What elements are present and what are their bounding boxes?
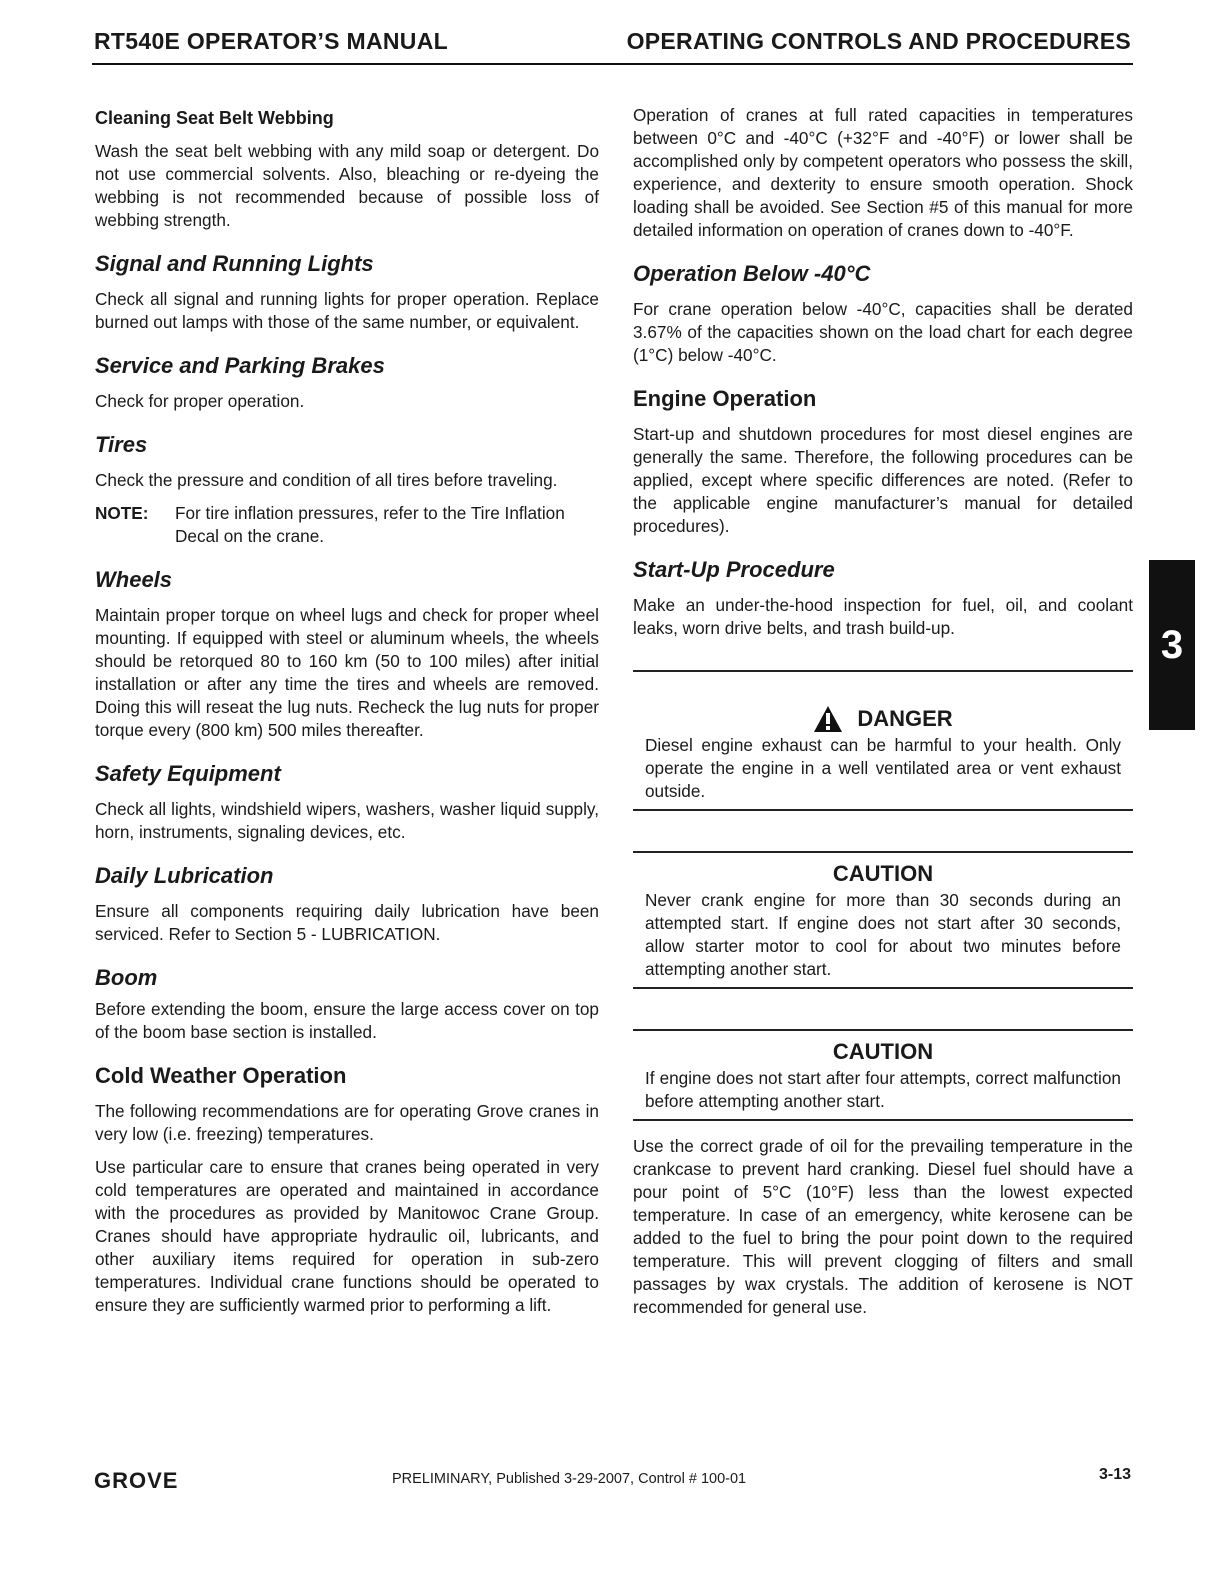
section-heading: Engine Operation [633,386,817,411]
manual-title: RT540E OPERATOR’S MANUAL [94,28,448,54]
chapter-title: OPERATING CONTROLS AND PROCEDURES [626,28,1131,54]
caution-text: If engine does not start after four attempts, correct malfunction before attempting another start. [645,1068,1121,1111]
danger-text: Diesel engine exhaust can be harmful to your health. Only operate the engine in a well ventilated area or vent exhaust outside. [645,735,1121,801]
section-body: Make an under-the-hood inspection for fuel, oil, and coolant leaks, worn drive belts, and trash build-up. [633,595,1133,638]
section-body: The following recommendations are for operating Grove cranes in very low (i.e. freezing) temperatures. [95,1101,599,1144]
closing-paragraph: Use the correct grade of oil for the prevailing temperature in the crankcase to prevent hard cranking. Diesel fuel should have a pour point of 5°C (10°F) less than the lowest expected temperature. In case of an emergency, white kerosene can be added to the fuel to bring the pour point down to the required temperature. This will prevent clogging of filters and small passages by wax crystals. The addition of kerosene is NOT recommended for general use. [633,1136,1133,1317]
section-heading: Tires [95,432,148,457]
section-body: Check for proper operation. [95,391,305,411]
section-body: Check all lights, windshield wipers, washers, washer liquid supply, horn, instruments, signaling devices, etc. [95,799,599,842]
section-heading: Wheels [95,567,173,592]
caution-box [633,851,1133,989]
section-body: Ensure all components requiring daily lubrication have been serviced. Refer to Section 5 - LUBRICATION. [95,901,599,944]
section-body: For crane operation below -40°C, capacities shall be derated 3.67% of the capacities shown on the load chart for each degree (1°C) below -40°C. [633,299,1133,365]
section-heading: Start-Up Procedure [633,557,835,582]
note [95,502,599,548]
caution-heading: CAUTION [832,861,934,886]
danger-label: DANGER [857,706,953,731]
right-column [633,100,1133,1319]
section-heading: Safety Equipment [95,761,281,786]
brand-logo: GROVE [94,1468,179,1493]
section-tab: 3 [1149,560,1195,730]
danger-heading [645,704,1121,734]
section-body: Before extending the boom, ensure the large access cover on top of the boom base section is installed. [95,999,599,1042]
section-body: Start-up and shutdown procedures for most diesel engines are generally the same. Therefore, the following procedures can be applied, except where specific differences are noted. (Refer to the applicable engine manufacturer’s manual for detailed procedures). [633,424,1133,536]
section-body: Wash the seat belt webbing with any mild soap or detergent. Do not use commercial solvents. Also, bleaching or re-dyeing the webbing is not recommended because of possible loss of webbing strength. [95,141,599,230]
section-heading: Boom [95,965,158,990]
section-heading: Cleaning Seat Belt Webbing [95,108,334,128]
section-body: Use particular care to ensure that cranes being operated in very cold temperatures are operated and maintained in accordance with the procedures as provided by Manitowoc Crane Group. Cranes should have appropriate hydraulic oil, lubricants, and other auxiliary items required for operation in sub-zero temperatures. Individual crane functions should be operated to ensure they are sufficiently warmed prior to performing a lift. [95,1157,599,1315]
section-body: Check the pressure and condition of all tires before traveling. [95,470,558,490]
section-heading: Cold Weather Operation [95,1063,347,1088]
left-column [95,100,599,1317]
warning-triangle-icon [813,705,843,733]
header-divider [92,63,1133,65]
danger-box [633,670,1133,811]
publication-info: PRELIMINARY, Published 3-29-2007, Control # 100-01 [392,1471,747,1487]
section-heading: Operation Below -40°C [633,261,871,286]
section-body: Check all signal and running lights for proper operation. Replace burned out lamps with those of the same number, or equivalent. [95,289,599,332]
section-heading: Daily Lubrication [95,863,274,888]
caution-heading: CAUTION [832,1039,934,1064]
intro-paragraph: Operation of cranes at full rated capacities in temperatures between 0°C and -40°C (+32°F and -40°F) or lower shall be accomplished only by competent operators who possess the skill, experience, and dexterity to ensure smooth operation. Shock loading shall be avoided. See Section #5 of this manual for more detailed information on operation of cranes down to -40°F. [633,105,1133,240]
caution-box [633,1029,1133,1121]
page-number: 3-13 [1098,1466,1131,1483]
section-heading: Signal and Running Lights [95,251,374,276]
section-body: Maintain proper torque on wheel lugs and check for proper wheel mounting. If equipped with steel or aluminum wheels, the wheels should be retorqued 80 to 160 km (50 to 100 miles) after initial installation or after any time the tires and wheels are removed. Doing this will reseat the lug nuts. Recheck the lug nuts for proper torque every (800 km) 500 miles thereafter. [95,605,599,740]
note-label: NOTE: [95,503,149,523]
caution-text: Never crank engine for more than 30 seconds during an attempted start. If engine does not start after 30 seconds, allow starter motor to cool for about two minutes before attempting another start. [645,890,1121,979]
section-heading: Service and Parking Brakes [95,353,385,378]
note-text: For tire inflation pressures, refer to the Tire Inflation Decal on the crane. [175,503,565,546]
